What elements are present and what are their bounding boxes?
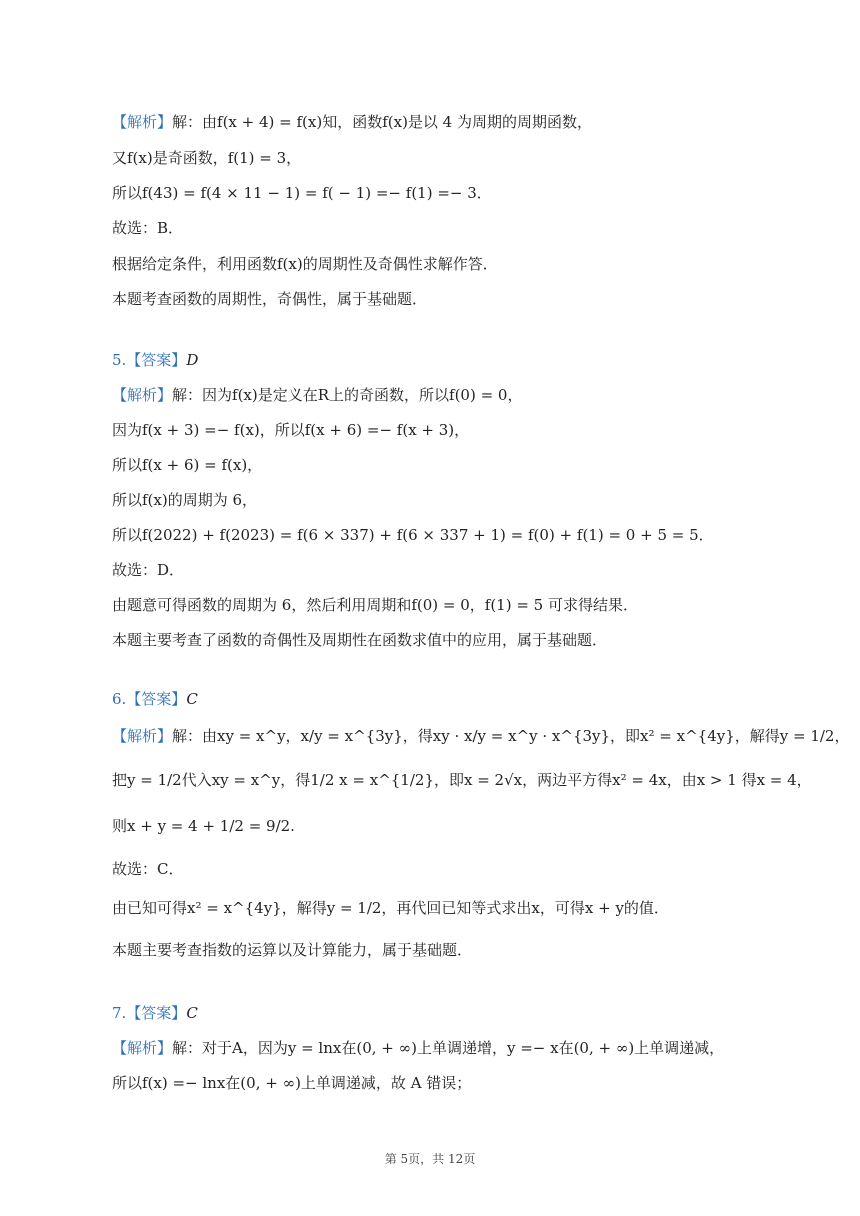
line-text: 因为f(x + 3) =− f(x)，所以f(x + 6) =− f(x + 3)，	[112, 421, 470, 439]
line-text: 解：由xy = x^y，x/y = x^{3y}，得xy · x/y = x^y · x^{3y}，即x² = x^{4y}，解得y = 1/2，	[172, 727, 850, 745]
answer-heading	[112, 1003, 198, 1023]
text-line	[112, 859, 183, 879]
line-text: 则x + y = 4 + 1/2 = 9/2.	[112, 817, 295, 835]
text-line	[112, 183, 492, 203]
line-text: 所以f(43) = f(4 × 11 − 1) = f( − 1) =− f(1) =− 3．	[112, 184, 492, 202]
line-text: 所以f(x)的周期为 6，	[112, 491, 258, 509]
answer-heading	[112, 350, 198, 370]
text-line	[112, 770, 812, 790]
text-line	[112, 898, 669, 918]
line-text: 故选：C．	[112, 860, 184, 878]
text-line	[112, 816, 295, 836]
text-line	[112, 455, 262, 475]
section-tag: 【解析】	[112, 386, 173, 404]
answer-value: D	[186, 351, 199, 369]
answer-tag: 5.【答案】	[112, 351, 187, 369]
answer-tag: 7.【答案】	[112, 1004, 187, 1022]
line-text: 解：由f(x + 4) = f(x)知，函数f(x)是以 4 为周期的周期函数，	[172, 113, 592, 131]
section-tag: 【解析】	[112, 1039, 173, 1057]
line-text: 根据给定条件，利用函数f(x)的周期性及奇偶性求解作答．	[112, 255, 498, 273]
answer-tag: 6.【答案】	[112, 690, 187, 708]
page-footer: 第 5页，共 12页	[384, 1152, 476, 1166]
text-line	[112, 289, 427, 309]
text-line	[112, 1038, 724, 1058]
text-line	[112, 726, 849, 746]
text-line	[112, 420, 469, 440]
text-line	[112, 385, 522, 405]
line-text: 所以f(2022) + f(2023) = f(6 × 337) + f(6 × 337 + 1) = f(0) + f(1) = 0 + 5 = 5．	[112, 526, 714, 544]
text-line	[112, 148, 301, 168]
line-text: 又f(x)是奇函数，f(1) = 3，	[112, 149, 302, 167]
line-text: 把y = 1/2代入xy = x^y，得1/2 x = x^{1/2}，即x = 2√x，两边平方得x² = 4x，由x > 1 得x = 4，	[112, 771, 812, 789]
answer-value: C	[186, 1004, 198, 1022]
line-text: 本题考查函数的周期性，奇偶性，属于基础题．	[112, 290, 428, 308]
line-text: 解：因为f(x)是定义在R上的奇函数，所以f(0) = 0，	[172, 386, 523, 404]
text-line	[112, 525, 714, 545]
section-tag: 【解析】	[112, 113, 173, 131]
line-text: 本题主要考查指数的运算以及计算能力，属于基础题．	[112, 941, 473, 959]
line-text: 本题主要考查了函数的奇偶性及周期性在函数求值中的应用，属于基础题．	[112, 631, 608, 649]
answer-value: C	[186, 690, 198, 708]
section-tag: 【解析】	[112, 727, 173, 745]
text-line	[112, 254, 498, 274]
line-text: 故选：B．	[112, 219, 184, 237]
text-line	[112, 560, 184, 580]
line-text: 由题意可得函数的周期为 6，然后利用周期和f(0) = 0，f(1) = 5 可求得结果．	[112, 596, 638, 614]
text-line	[112, 490, 257, 510]
text-line	[112, 112, 592, 132]
line-text: 故选：D．	[112, 561, 185, 579]
answer-heading	[112, 689, 198, 709]
line-text: 解：对于A，因为y = lnx在(0, + ∞)上单调递增，y =− x在(0, + ∞)上单调递减，	[172, 1039, 725, 1057]
line-text: 所以f(x + 6) = f(x)，	[112, 456, 263, 474]
text-line	[112, 630, 607, 650]
text-line	[112, 940, 472, 960]
text-line	[112, 1073, 471, 1093]
text-line	[112, 595, 638, 615]
line-text: 所以f(x) =− lnx在(0, + ∞)上单调递减，故 A 错误；	[112, 1074, 472, 1092]
text-line	[112, 218, 183, 238]
line-text: 由已知可得x² = x^{4y}，解得y = 1/2，再代回已知等式求出x，可得x + y的值．	[112, 899, 669, 917]
